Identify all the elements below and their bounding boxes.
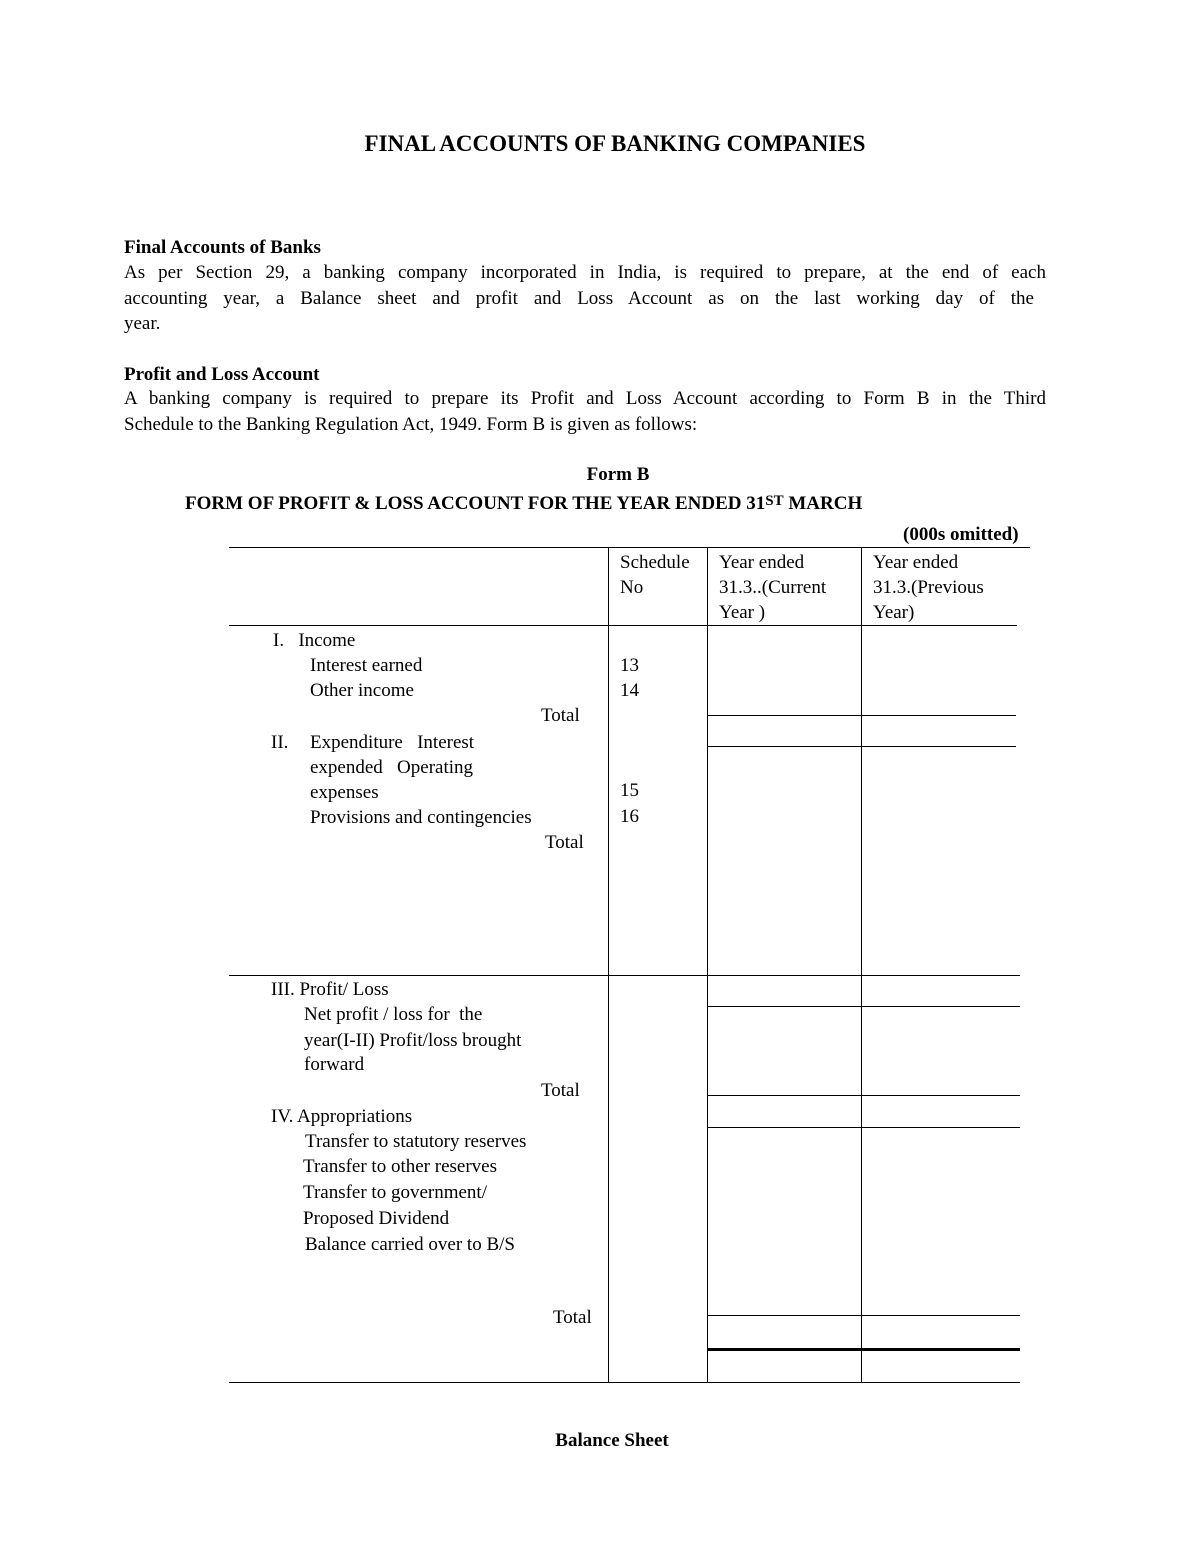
- header-line: Year ended: [873, 552, 959, 573]
- form-title-superscript: ST: [765, 493, 784, 509]
- previous-year-column-rule: [861, 547, 862, 1383]
- appropriation-line: Transfer to other reserves: [303, 1156, 497, 1177]
- expenditure-numeral: II.: [271, 732, 289, 753]
- paragraph-line: Schedule to the Banking Regulation Act, 1949. Form B is given as follows:: [124, 413, 698, 435]
- header-line: Year ended: [719, 552, 805, 573]
- expenditure-line: Provisions and contingencies: [310, 807, 532, 828]
- section-heading-final-accounts: Final Accounts of Banks: [124, 237, 321, 258]
- schedule-number: 15: [620, 780, 639, 801]
- paragraph-line: A banking company is required to prepare its Profit and Loss Account according to Form B in the Third: [124, 388, 1046, 409]
- form-title: [185, 493, 862, 515]
- previous-year-header: [873, 550, 984, 625]
- income-item-other-income: Other income: [310, 680, 414, 701]
- section-paragraph-final-accounts: [124, 260, 1046, 337]
- form-label: Form B: [586, 464, 650, 485]
- header-line: 31.3.(Previous: [873, 577, 984, 598]
- appropriation-line: Balance carried over to B/S: [305, 1234, 515, 1255]
- appropriation-line: Proposed Dividend: [303, 1208, 450, 1229]
- profit-total-rule-top: [707, 1095, 1020, 1096]
- profit-line: year(I-II) Profit/loss brought: [304, 1030, 522, 1051]
- profit-line: forward: [304, 1054, 365, 1075]
- table-bottom-rule: [229, 1382, 1020, 1383]
- header-line: Schedule: [620, 552, 690, 573]
- income-heading: I. Income: [273, 630, 356, 651]
- profit-rule: [707, 1006, 1020, 1007]
- paragraph-line: As per Section 29, a banking company incorporated in India, is required to prepare, at the end of each: [124, 262, 1046, 283]
- expenditure-total-label: Total: [545, 832, 584, 853]
- schedule-header: [620, 550, 690, 600]
- profit-loss-heading: III. Profit/ Loss: [271, 979, 389, 1000]
- header-line: 31.3..(Current: [719, 577, 827, 598]
- current-year-header: [719, 550, 826, 625]
- section-heading-profit-loss: Profit and Loss Account: [124, 364, 320, 385]
- balance-sheet-heading: Balance Sheet: [555, 1430, 669, 1451]
- appropriations-double-rule: [707, 1348, 1020, 1351]
- header-line: Year): [873, 602, 915, 623]
- schedule-number: 14: [620, 680, 639, 701]
- section-paragraph-profit-loss: [124, 386, 1046, 437]
- schedule-number: 13: [620, 655, 639, 676]
- form-title-month: MARCH: [783, 493, 863, 514]
- appropriations-total-label: Total: [553, 1307, 592, 1328]
- schedule-column-rule: [608, 547, 609, 1383]
- appropriation-line: Transfer to statutory reserves: [305, 1131, 527, 1152]
- profit-total-rule-bottom: [707, 1127, 1020, 1128]
- expenditure-line: expenses: [310, 782, 379, 803]
- expenditure-line: Expenditure Interest: [310, 732, 475, 753]
- header-line: Year ): [719, 602, 766, 623]
- section-divider-rule: [229, 975, 1020, 976]
- schedule-number: 16: [620, 806, 639, 827]
- paragraph-line: accounting year, a Balance sheet and profit and Loss Account as on the last working day of the: [124, 287, 1034, 309]
- profit-total-label: Total: [541, 1080, 580, 1101]
- income-total-rule-top: [707, 715, 1016, 716]
- document-title: FINAL ACCOUNTS OF BANKING COMPANIES: [364, 131, 866, 156]
- header-line: No: [620, 577, 644, 598]
- header-bottom-rule: [229, 625, 1017, 626]
- current-year-column-rule: [707, 547, 708, 1383]
- paragraph-line: year.: [124, 313, 161, 334]
- appropriation-line: Transfer to government/: [303, 1182, 487, 1203]
- form-title-text: FORM OF PROFIT & LOSS ACCOUNT FOR THE YEAR ENDED 31: [185, 493, 766, 514]
- income-item-interest-earned: Interest earned: [310, 655, 423, 676]
- income-total-rule-bottom: [707, 746, 1016, 747]
- expenditure-line: expended Operating: [310, 757, 474, 778]
- appropriations-total-rule: [707, 1315, 1020, 1316]
- profit-line: Net profit / loss for the: [304, 1004, 483, 1025]
- income-total-label: Total: [541, 705, 580, 726]
- appropriations-heading: IV. Appropriations: [271, 1106, 413, 1127]
- table-top-rule: [229, 547, 1030, 548]
- units-note: (000s omitted): [903, 524, 1019, 545]
